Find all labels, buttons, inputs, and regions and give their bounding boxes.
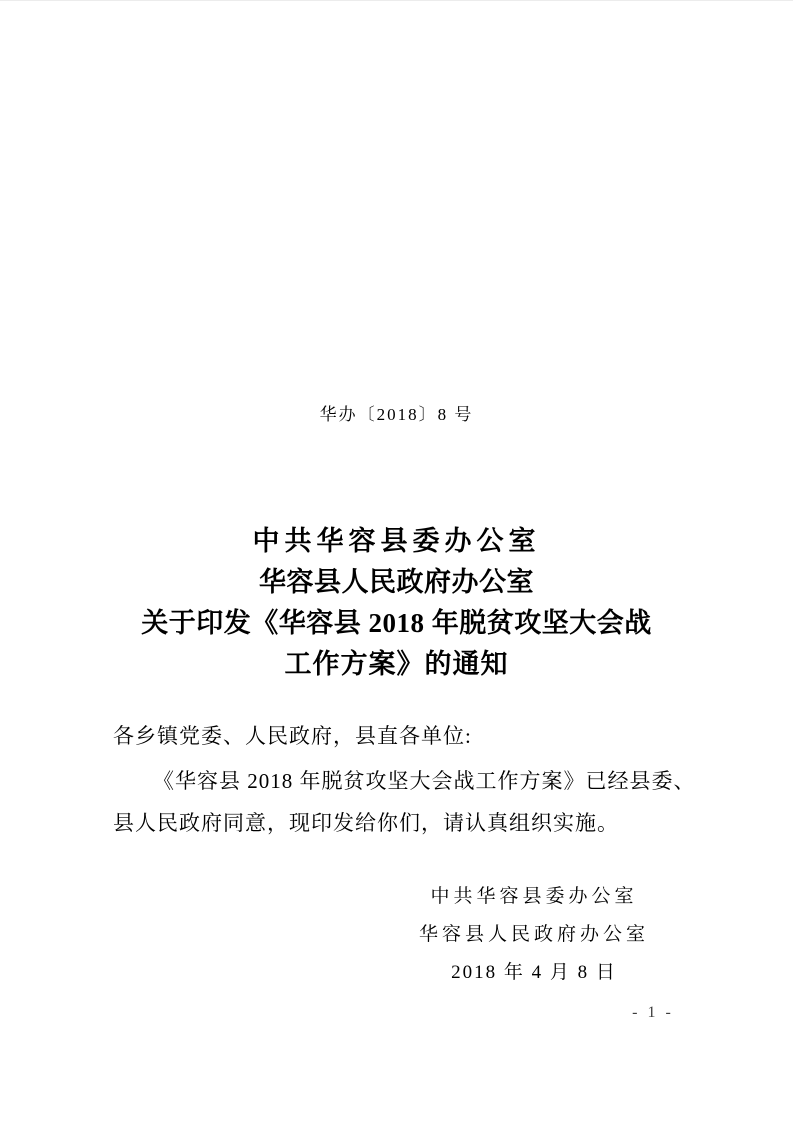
- salutation: 各乡镇党委、人民政府，县直各单位:: [113, 724, 472, 748]
- signature-org-1: 中共华容县委办公室: [430, 886, 638, 907]
- signature-date: 2018 年 4 月 8 日: [451, 962, 617, 983]
- title-line-2: 华容县人民政府办公室: [259, 567, 534, 597]
- body-paragraph-line-2: 县人民政府同意，现印发给你们，请认真组织实施。: [113, 811, 619, 835]
- page-number: - 1 -: [632, 1004, 674, 1021]
- title-line-4: 工作方案》的通知: [284, 649, 509, 679]
- body-paragraph-line-1: 《华容县 2018 年脱贫攻坚大会战工作方案》已经县委、: [153, 769, 696, 793]
- signature-org-2: 华容县人民政府办公室: [418, 924, 649, 945]
- document-title: [0, 521, 793, 685]
- document-number: 华办〔2018〕8 号: [319, 405, 474, 424]
- title-line-3: 关于印发《华容县 2018 年脱贫攻坚大会战: [141, 608, 652, 638]
- title-line-1: 中共华容县委办公室: [252, 526, 541, 556]
